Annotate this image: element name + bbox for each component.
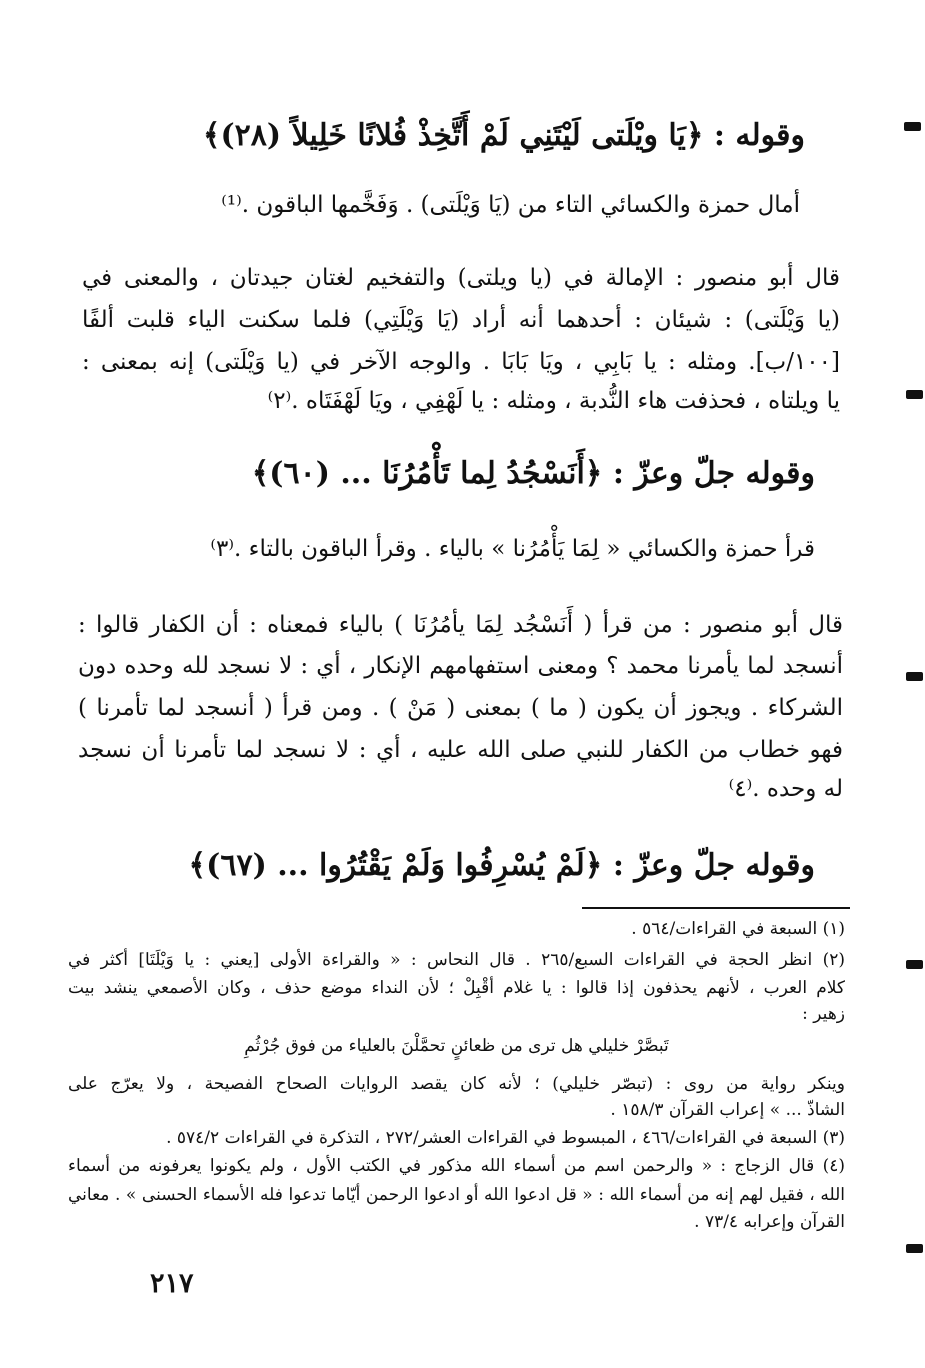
footnote: (٣) السبعة في القراءات/٤٦٦ ، المبسوط في القراءات العشر/٢٧٢ ، التذكرة في القراءات ٥٧٤/٢ . — [166, 1128, 845, 1148]
commentary-line: قال أبو منصور : الإمالة في (يا ويلتى) والتفخيم لغتان جيدتان ، والمعنى في — [82, 265, 840, 291]
footnote: (١) السبعة في القراءات/٥٦٤ . — [631, 919, 845, 939]
reading-note: أمال حمزة والكسائي التاء من (يَا وَيْلَتى) . وَفَخَّمها الباقون .⁽¹⁾ — [221, 192, 800, 218]
scan-edge-mark — [906, 960, 923, 969]
commentary-line: فهو خطاب من الكفار للنبي صلى الله عليه ، أي : لا نسجد لما تأمرنا أن نسجد — [78, 737, 843, 763]
footnote: زهير : — [802, 1004, 845, 1024]
footnote: القرآن وإعرابه ٧٣/٤ . — [694, 1212, 845, 1232]
reading-note: قرأ حمزة والكسائي « لِمَا يَأْمُرُنا » بالياء . وقرأ الباقون بالتاء .⁽٣⁾ — [210, 536, 815, 562]
scan-edge-mark — [904, 122, 921, 131]
verse-heading-67: وقوله جلّ وعزّ : ﴿لَمْ يُسْرِفُوا وَلَمْ يَقْتُرُوا ... (٦٧)﴾ — [188, 848, 815, 883]
footnote: الشاذّ ... » إعراب القرآن ١٥٨/٣ . — [610, 1100, 845, 1120]
commentary-line: يا ويلتاه ، فحذفت هاء النُّدبة ، ومثله : يا لَهْفِي ، ويَا لَهْفَتَاه .⁽٢⁾ — [267, 388, 840, 414]
footnote: الله ، فقيل لهم إنه من أسماء الله : « قل ادعوا الله أو ادعوا الرحمن أيّاما تدعوا فله الأسماء الحسنى » . معاني — [68, 1185, 845, 1205]
footnote: (٤) قال الزجاج : « والرحمن اسم من أسماء الله مذكور في الكتب الأول ، ولم يكونوا يعرفونه من أسماء — [68, 1156, 845, 1176]
scan-edge-mark — [906, 390, 923, 399]
commentary-line: (يا وَيْلَتى) : شيئان : أحدهما أنه أراد (يَا وَيْلَتِي) فلما سكنت الياء قلبت ألفًا — [82, 307, 840, 333]
commentary-line: أنسجد لما يأمرنا محمد ؟ ومعنى استفهامهم الإنكار ، أي : لا نسجد لله وحده دون — [78, 653, 843, 679]
verse-heading-60: وقوله جلّ وعزّ : ﴿أَنَسْجُدُ لِما تَأْمُرُنَا ... (٦٠)﴾ — [251, 456, 815, 491]
verse-heading-28: وقوله : ﴿يَا ويْلَتى لَيْتَنِي لَمْ أَتَّخِذْ فُلانًا خَلِيلاً (٢٨)﴾ — [202, 118, 805, 153]
footnote: (٢) انظر الحجة في القراءات السبع/٢٦٥ . قال النحاس : « والقراءة الأولى [يعني : يا وَيْلَتَا] أكثر في — [68, 950, 845, 970]
footnote-separator — [582, 907, 850, 909]
footnote: كلام العرب ، لأنهم يحذفون إذا قالوا : يا غلام أقْبِلْ ؛ لأن النداء موضع حذف ، وكان الأصمعي ينشد بيت — [68, 978, 845, 998]
scan-edge-mark — [906, 672, 923, 681]
commentary-line: الشركاء . ويجوز أن يكون ( ما ) بمعنى ( مَنْ ) . ومن قرأ ( أنسجد لما تأمرنا ) — [78, 695, 843, 721]
commentary-line: [١٠٠/ب]. ومثله : يا بَابِي ، ويَا بَابَا . والوجه الآخر في (يا وَيْلَتى) إنه بمعنى : — [82, 349, 840, 375]
commentary-line: قال أبو منصور : من قرأ ( أَنَسْجُد لِمَا يأمُرُنَا ) بالياء فمعناه : أن الكفار قالوا : — [78, 612, 843, 638]
poetry-verse: تَبصَّرْ خليلي هل ترى من ظعائنٍ تحمَّلْنَ بالعلياء من فوق جُرْثُمِ — [244, 1036, 669, 1056]
commentary-line: له وحده .⁽٤⁾ — [728, 776, 843, 802]
scan-edge-mark — [906, 1244, 923, 1253]
page-number: ٢١٧ — [150, 1268, 194, 1299]
footnote: وينكر رواية من روى : (تبصّر خليلي) ؛ لأنه كان يقصد الروايات الصحاح الفصيحة ، ولا يعرّج على — [68, 1074, 845, 1094]
